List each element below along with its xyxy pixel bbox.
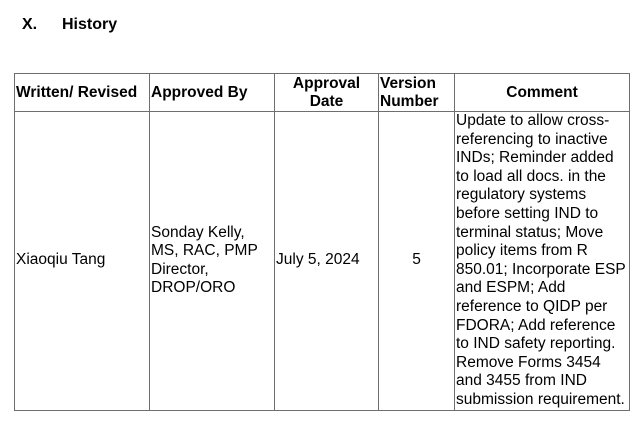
header-written-revised: Written/ Revised	[15, 74, 150, 112]
header-approved-by: Approved By	[150, 74, 275, 112]
header-approval-date: Approval Date	[275, 74, 379, 112]
section-heading	[22, 15, 117, 35]
section-number: X.	[22, 16, 38, 33]
history-table	[14, 73, 630, 411]
header-comment: Comment	[455, 74, 630, 112]
section-title: History	[62, 16, 118, 33]
table-header-row	[15, 74, 630, 112]
cell-approved-by: Sonday Kelly, MS, RAC, PMP Director, DROP/ORO	[150, 112, 275, 411]
table-row	[15, 112, 630, 411]
cell-written-revised: Xiaoqiu Tang	[15, 112, 150, 411]
cell-approval-date: July 5, 2024	[275, 112, 379, 411]
cell-version-number: 5	[379, 112, 455, 411]
cell-comment: Update to allow cross-referencing to inactive INDs; Reminder added to load all docs. in the regulatory systems before setting IND to terminal status; Move policy items from R 850.01; Incorporate ESP and ESPM; Add reference to QIDP per FDORA; Add reference to IND safety reporting. Remove Forms 3454 and 3455 from IND submission requirement.	[455, 112, 630, 411]
header-version-number: Version Number	[379, 74, 455, 112]
